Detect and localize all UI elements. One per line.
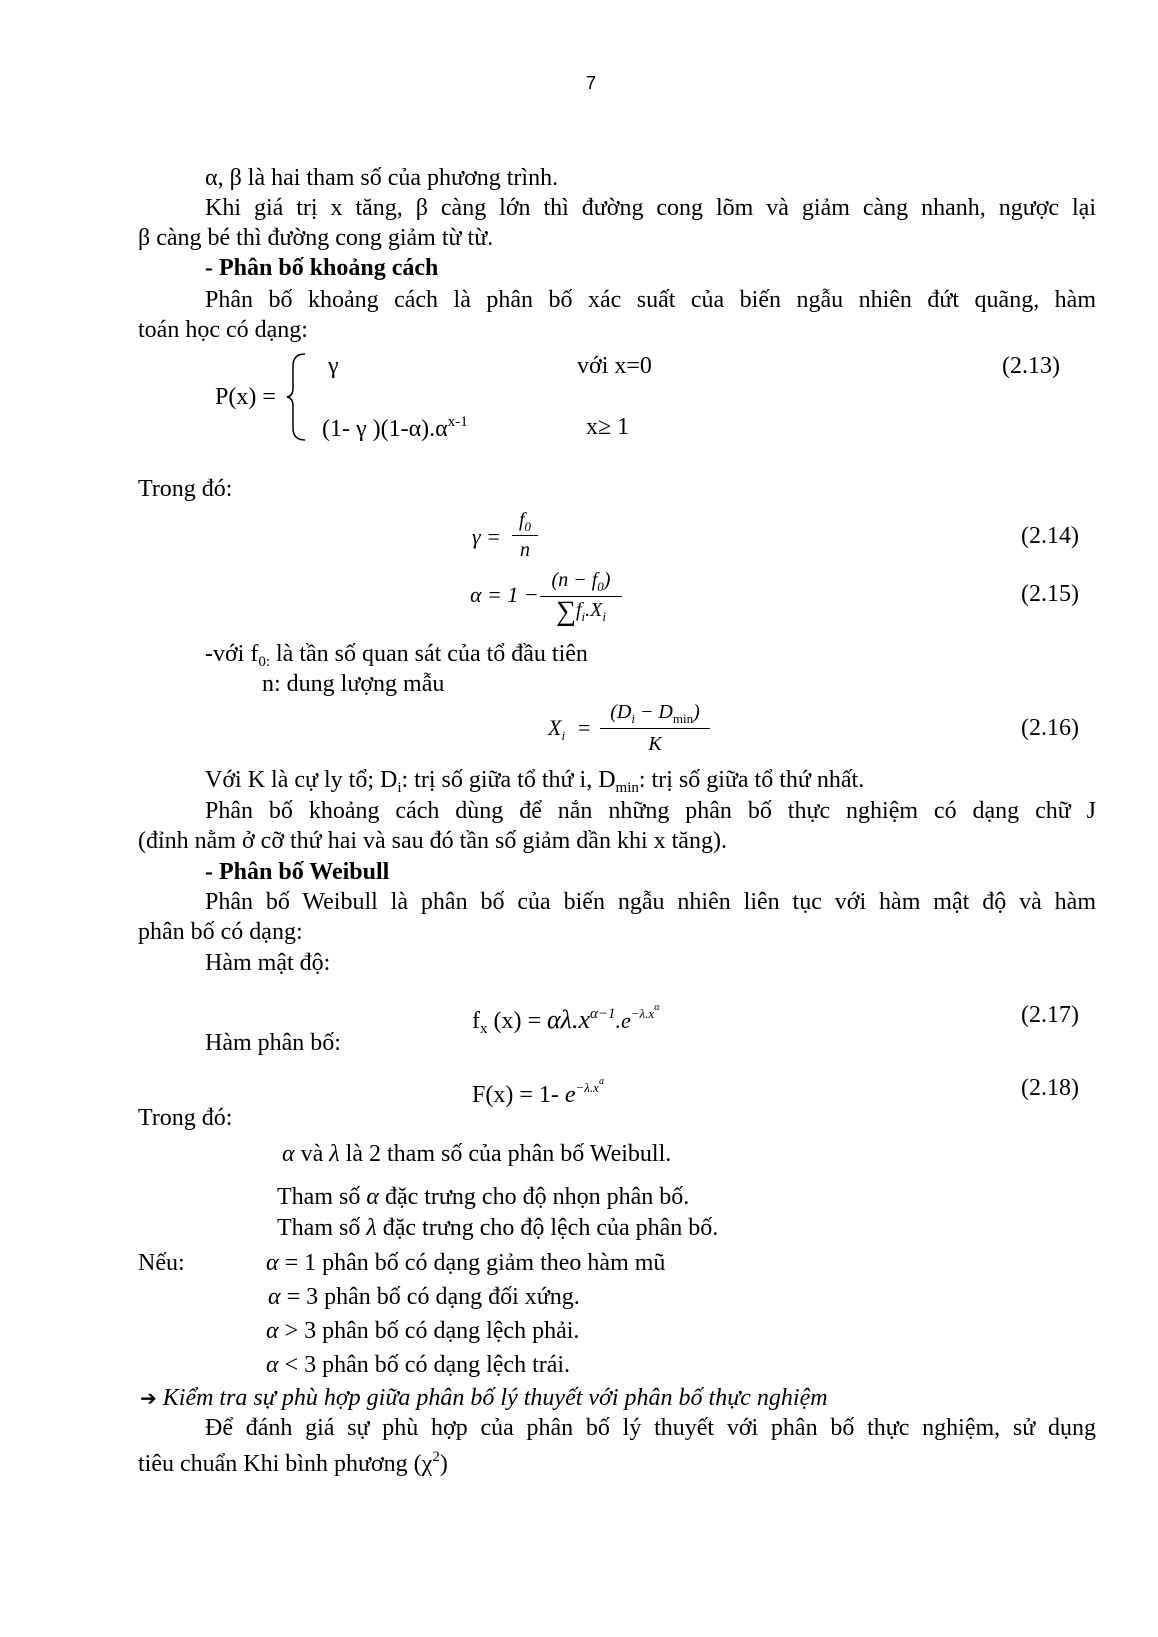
- paragraph-khoang-cach-line1: Phân bố khoảng cách là phân bố xác suất của biến ngẫu nhiên đứt quãng, hàm: [205, 287, 1096, 313]
- eq213-lhs: P(x) =: [215, 384, 276, 410]
- eq216-number: (2.16): [1021, 715, 1079, 741]
- case-text: = 1 phân bố có dạng giảm theo hàm mũ: [278, 1250, 666, 1276]
- paragraph-khi-gia-tri-line1: Khi giá trị x tăng, β càng lớn thì đường cong lõm và giảm càng nhanh, ngược lại: [205, 195, 1096, 221]
- eq213-case2-exponent: x-1: [447, 414, 468, 430]
- eq214-num-f: f: [518, 509, 525, 531]
- definition-k-p2: : trị số giữa tổ thứ i, D: [401, 767, 616, 793]
- eq213-case2: [322, 415, 468, 441]
- alpha-symbol: α: [366, 1184, 379, 1210]
- eq214-denominator: n: [520, 539, 530, 561]
- tham-so-lambda-t1: Tham số: [277, 1215, 367, 1241]
- definition-f0-pre: -với f: [205, 641, 259, 667]
- eq216-lhs-sub: i: [561, 728, 566, 743]
- param-line-t1: và: [294, 1141, 330, 1167]
- alpha-symbol: α: [268, 1284, 281, 1310]
- eq217: [472, 1003, 659, 1037]
- eq218: [472, 1077, 604, 1107]
- eq217-body: αλ.x: [547, 1005, 590, 1034]
- eq216-num-mid: − D: [634, 701, 673, 723]
- lambda-symbol: λ: [329, 1141, 340, 1167]
- eq215-denominator: [540, 598, 622, 626]
- eq217-number: (2.17): [1021, 1002, 1079, 1028]
- eq216-num-end: ): [693, 701, 700, 723]
- eq218-exponent: −λ.x: [575, 1080, 599, 1095]
- definition-n: n: dung lượng mẫu: [262, 671, 445, 697]
- eq213-case2-condition: x≥ 1: [586, 414, 630, 440]
- heading-phan-bo-weibull: - Phân bố Weibull: [205, 859, 390, 885]
- eq218-exponent-sup: a: [598, 1076, 604, 1087]
- eq214-numerator: [512, 510, 538, 533]
- sigma-icon: ∑: [556, 596, 576, 627]
- alpha-symbol: α: [266, 1318, 279, 1344]
- eq218-body: e: [564, 1082, 576, 1108]
- eq215-den-f: f: [575, 599, 582, 621]
- eq215-number: (2.15): [1021, 581, 1079, 607]
- trong-do-label-2: Trong đó:: [138, 1105, 233, 1131]
- eq217-lhs: f: [472, 1008, 480, 1034]
- case-alpha-lt-3: [266, 1353, 570, 1377]
- tham-so-alpha-t1: Tham số: [277, 1184, 367, 1210]
- eq217-exponent2-sup: α: [654, 1002, 660, 1013]
- paragraph-check-line2-text: tiêu chuẩn Khi bình phương (χ: [138, 1451, 433, 1477]
- definition-f0: [205, 642, 588, 670]
- tham-so-alpha-t2: đặc trưng cho độ nhọn phân bố.: [378, 1184, 690, 1210]
- eq217-exponent: α−1: [589, 1006, 616, 1022]
- eq217-body2: .e: [615, 1008, 631, 1033]
- label-ham-mat-do: Hàm mật độ:: [205, 950, 331, 976]
- eq216-fraction-bar: [600, 728, 710, 729]
- eq214-fraction-bar: [512, 535, 538, 536]
- eq216-numerator: [600, 702, 710, 725]
- eq214-lhs: γ =: [472, 524, 502, 549]
- eq215-num-text: (n − f: [551, 569, 598, 591]
- alpha-symbol: α: [282, 1141, 295, 1167]
- lambda-symbol: λ: [366, 1215, 377, 1241]
- paragraph-weibull-line2: phân bố có dạng:: [138, 919, 303, 945]
- eq216-num-sub2: min: [672, 711, 694, 726]
- eq218-lhs: F(x) = 1-: [472, 1082, 565, 1108]
- eq216-lhs: [548, 717, 565, 742]
- paragraph-alpha-beta: α, β là hai tham số của phương trình.: [205, 165, 559, 191]
- tham-so-lambda-t2: đặc trưng cho độ lệch của phân bố.: [376, 1215, 719, 1241]
- heading-phan-bo-khoang-cach: - Phân bố khoảng cách: [205, 255, 439, 281]
- eq213-case1-value: γ: [328, 353, 339, 379]
- eq215-num-sub: 0: [597, 579, 604, 594]
- eq216-denominator: K: [648, 733, 662, 755]
- eq216-lhs-x: X: [548, 715, 562, 740]
- eq217-lhs-sub: x: [480, 1021, 488, 1037]
- param-line: [282, 1142, 671, 1166]
- eq215-numerator: [540, 570, 622, 593]
- definition-k-p3: : trị số giữa tổ thứ nhất.: [638, 767, 865, 793]
- alpha-symbol: α: [266, 1250, 279, 1276]
- case-alpha-gt-3: [266, 1319, 579, 1343]
- eq216-num-text: (D: [610, 701, 632, 723]
- trong-do-label: Trong đó:: [138, 476, 233, 502]
- arrow-right-icon: ➔: [140, 1386, 157, 1410]
- paragraph-khi-gia-tri-line2: β càng bé thì đường cong giảm từ từ.: [138, 225, 494, 251]
- eq215-lhs: α = 1 −: [470, 582, 539, 607]
- eq216-num-sub: i: [631, 711, 635, 726]
- eq213-case2-value: (1- γ )(1-α).α: [322, 416, 448, 442]
- alpha-symbol: α: [266, 1352, 279, 1378]
- definition-k-s1: i: [397, 780, 402, 796]
- paragraph-weibull-line1: Phân bố Weibull là phân bố của biến ngẫu nhiên liên tục với hàm mật độ và hàm: [205, 889, 1096, 915]
- case-text: < 3 phân bố có dạng lệch trái.: [278, 1352, 571, 1378]
- heading-kiem-tra: [140, 1386, 828, 1410]
- param-line-t2: là 2 tham số của phân bố Weibull.: [339, 1141, 672, 1167]
- eq214-num-sub: 0: [524, 519, 532, 534]
- paragraph-check-line1: Để đánh giá sự phù hợp của phân bố lý thuyết với phân bố thực nghiệm, sử dụng: [205, 1415, 1096, 1441]
- paragraph-kc-use-line1: Phân bố khoảng cách dùng để nắn những phân bố thực nghiệm có dạng chữ J: [205, 798, 1096, 824]
- case-text: = 3 phân bố có dạng đối xứng.: [280, 1284, 580, 1310]
- paragraph-check-line2: [138, 1450, 448, 1476]
- heading-kiem-tra-text: Kiểm tra sự phù hợp giữa phân bố lý thuyết với phân bố thực nghiệm: [156, 1385, 828, 1411]
- eq215-num-end: ): [603, 569, 611, 591]
- definition-k-p1: Với K là cự ly tổ; D: [205, 767, 398, 793]
- eq214-number: (2.14): [1021, 523, 1079, 549]
- definition-k-s2: min: [615, 780, 639, 796]
- tham-so-lambda: [277, 1216, 718, 1240]
- eq218-number: (2.18): [1021, 1075, 1079, 1101]
- label-neu: Nếu:: [138, 1250, 185, 1276]
- eq215-den-sub: i: [581, 609, 586, 624]
- eq215-fraction-bar: [540, 596, 622, 597]
- page-number: 7: [586, 73, 597, 93]
- definition-f0-sub: 0:: [258, 654, 271, 670]
- paragraph-kc-use-line2: (đỉnh nằm ở cỡ thứ hai và sau đó tần số giảm dần khi x tăng).: [138, 828, 727, 854]
- eq217-lhs-rest: (x) =: [487, 1008, 548, 1034]
- case-text: > 3 phân bố có dạng lệch phải.: [278, 1318, 580, 1344]
- case-alpha-1: [266, 1251, 665, 1275]
- eq215-den-mid: .X: [585, 599, 603, 621]
- eq217-exponent2: −λ.x: [630, 1006, 655, 1021]
- label-ham-phan-bo: Hàm phân bố:: [205, 1030, 341, 1056]
- chi-square-exponent: 2: [432, 1449, 440, 1465]
- definition-k: [205, 768, 864, 796]
- definition-f0-post: là tần số quan sát của tổ đầu tiên: [270, 641, 588, 667]
- left-brace-icon: [285, 352, 309, 442]
- tham-so-alpha: [277, 1185, 689, 1209]
- case-alpha-3: [268, 1285, 580, 1309]
- eq213-case1-condition: với x=0: [577, 353, 652, 379]
- paragraph-check-line2-end: ): [439, 1451, 448, 1477]
- eq216-equals: =: [578, 715, 591, 740]
- paragraph-khoang-cach-line2: toán học có dạng:: [138, 317, 308, 343]
- eq213-number: (2.13): [1002, 353, 1060, 379]
- eq215-den-sub2: i: [602, 609, 606, 624]
